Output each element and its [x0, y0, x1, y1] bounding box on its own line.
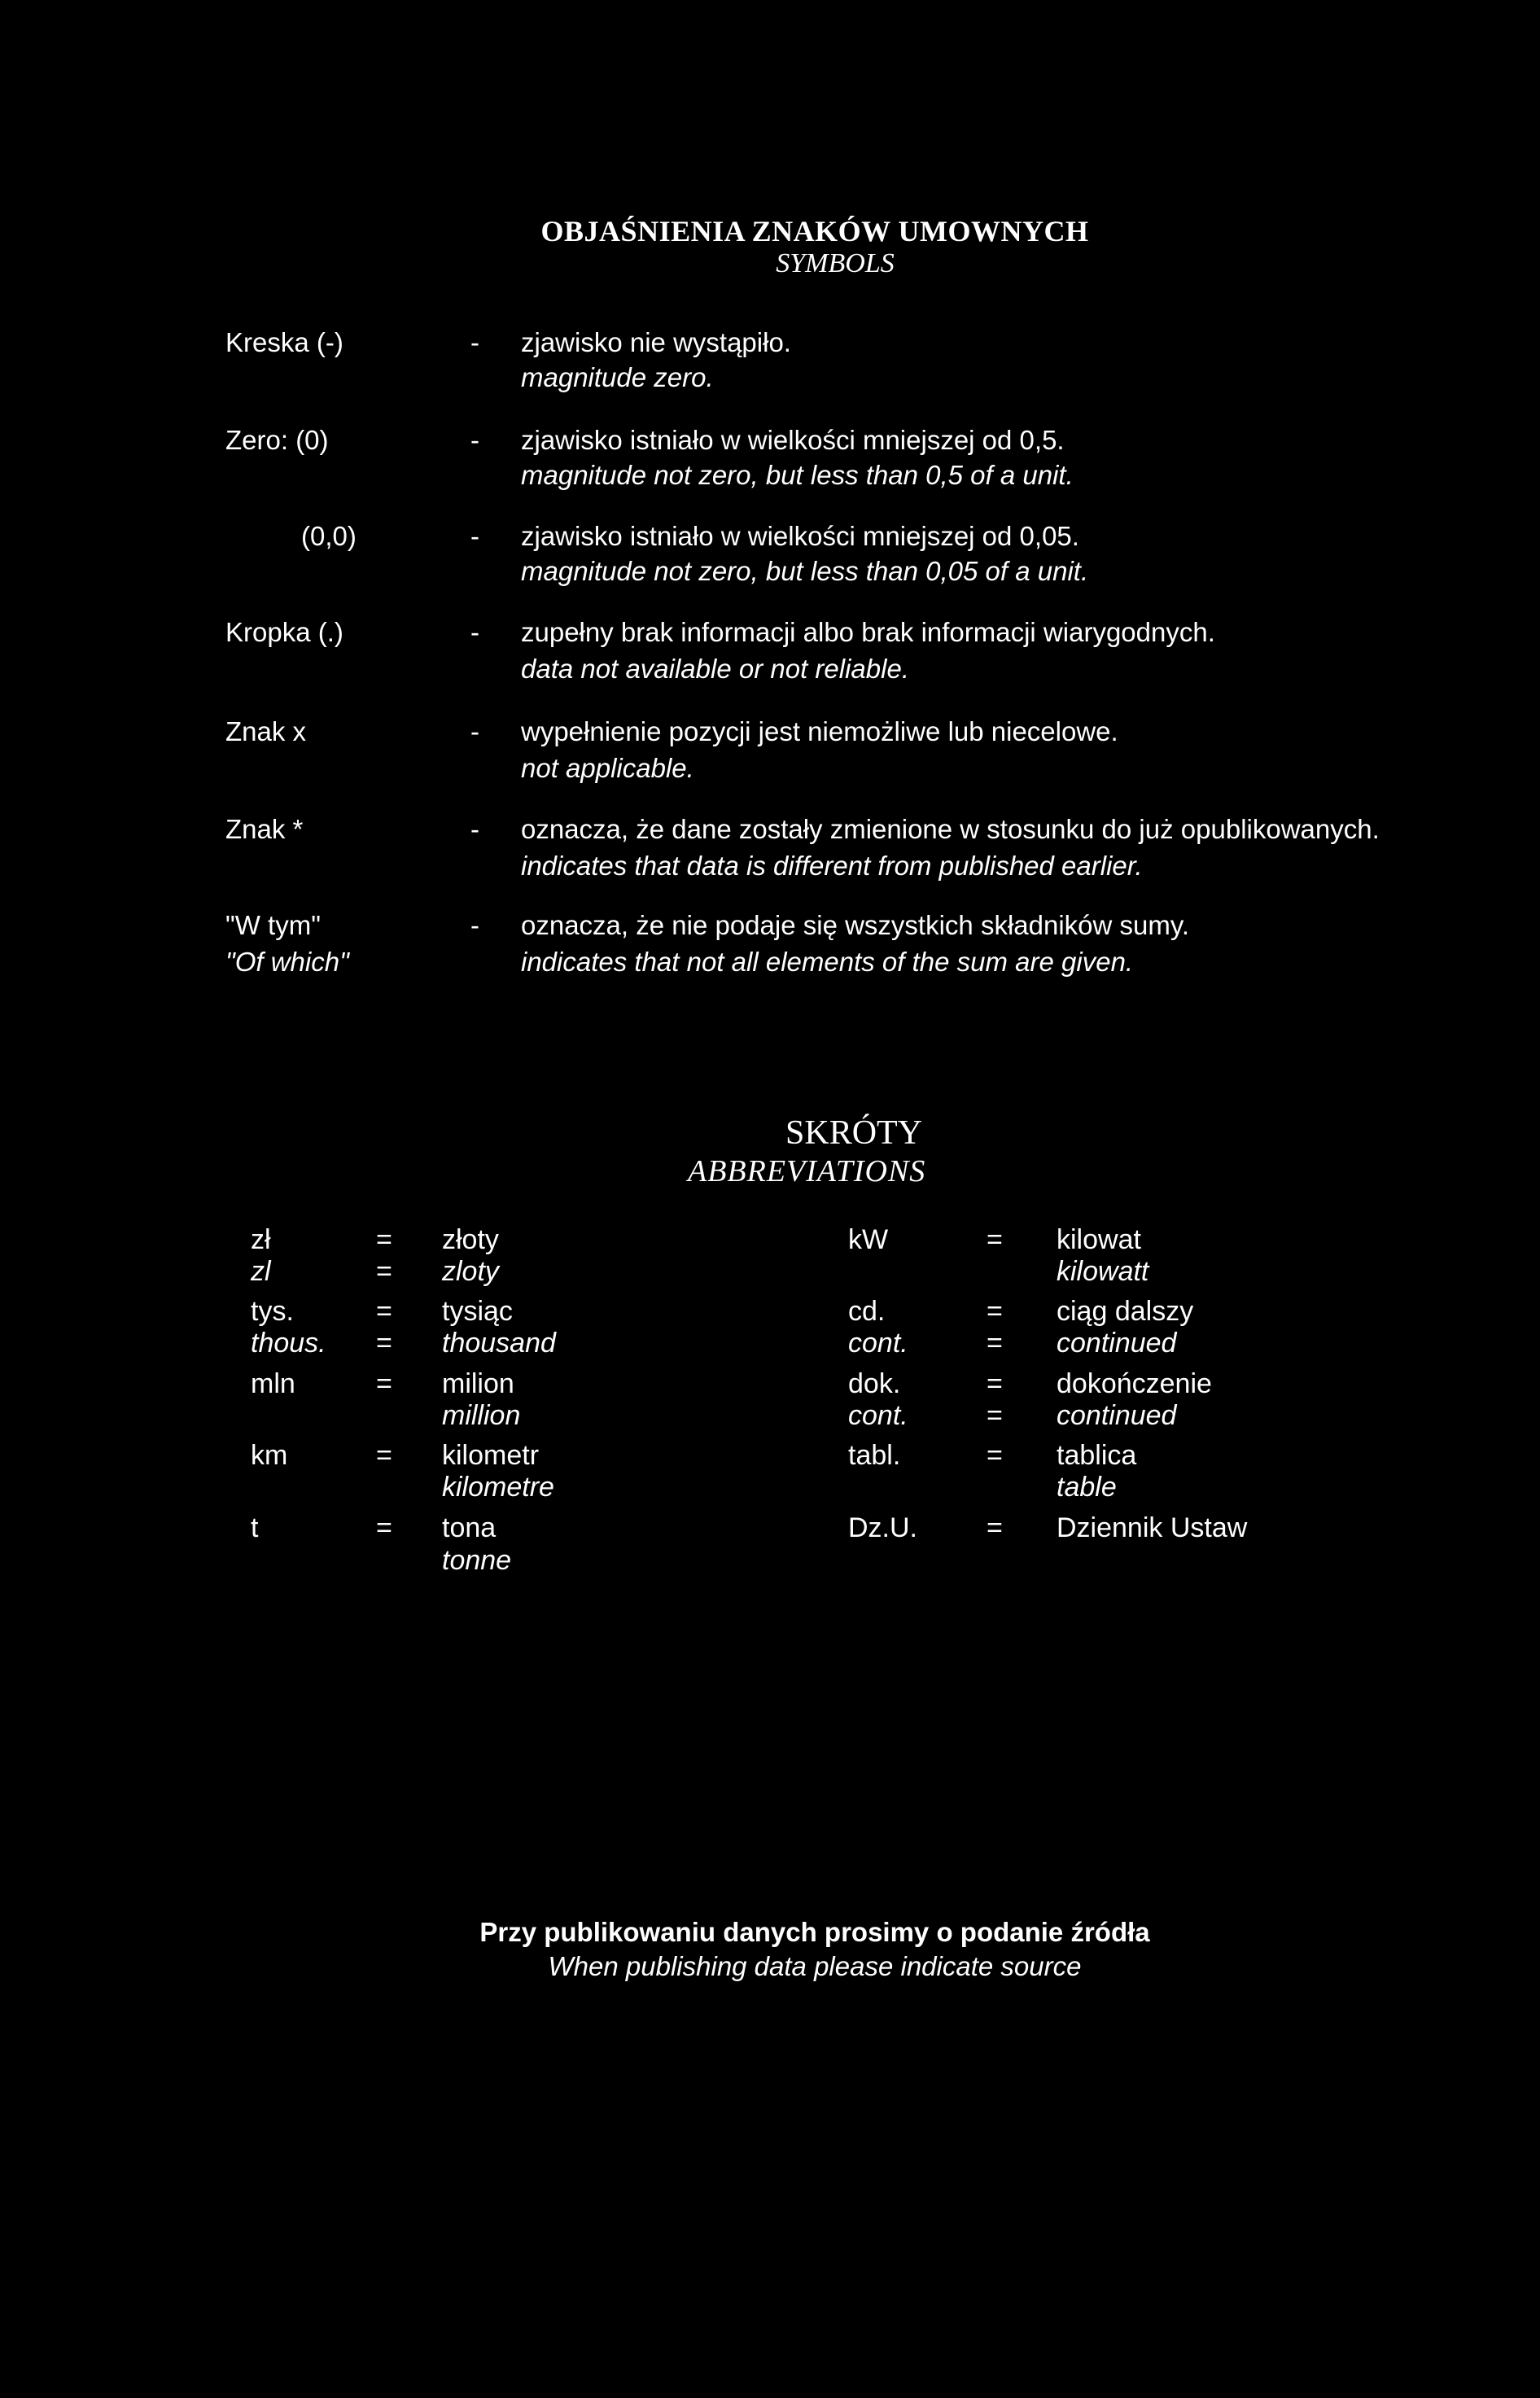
symbol-description-pl: zjawisko nie wystąpiło. — [521, 327, 791, 357]
dash: - — [470, 327, 479, 357]
symbol-description-en: magnitude not zero, but less than 0,5 of a unit. — [521, 460, 1074, 490]
abbr: dok. — [848, 1368, 901, 1399]
abbr-en: zl — [251, 1256, 271, 1287]
meaning-pl: dokończenie — [1057, 1368, 1212, 1399]
meaning-en: zloty — [442, 1256, 499, 1287]
meaning-pl: milion — [442, 1368, 514, 1399]
abbr: kW — [848, 1224, 889, 1255]
symbol-description-en: magnitude zero. — [521, 362, 714, 392]
meaning-en: kilowatt — [1057, 1256, 1149, 1287]
meaning-pl: złoty — [442, 1224, 499, 1255]
abbr-en: cont. — [848, 1400, 908, 1431]
abbr: t — [251, 1512, 259, 1543]
symbol-description-en: data not available or not reliable. — [521, 654, 909, 684]
symbol-description-pl: oznacza, że nie podaje się wszystkich składników sumy. — [521, 910, 1190, 940]
symbols-subtitle: SYMBOLS — [776, 248, 895, 278]
equals: = — [987, 1368, 1003, 1399]
symbol-description-pl: zjawisko istniało w wielkości mniejszej od 0,5. — [521, 425, 1065, 455]
abbr: cd. — [848, 1296, 886, 1327]
meaning-pl: tysiąc — [442, 1296, 513, 1327]
abbr: tabl. — [848, 1440, 901, 1471]
symbol-description-pl: zupełny brak informacji albo brak informacji wiarygodnych. — [521, 617, 1215, 647]
meaning-en: thousand — [442, 1328, 556, 1359]
dash: - — [470, 425, 479, 455]
dash: - — [470, 910, 479, 940]
abbreviations-subtitle: ABBREVIATIONS — [688, 1154, 926, 1188]
abbr: tys. — [251, 1296, 294, 1327]
equals: = — [376, 1512, 392, 1543]
equals: = — [376, 1368, 392, 1399]
symbol-label: Znak * — [225, 814, 304, 844]
symbol-label-en: "Of which" — [225, 947, 349, 977]
symbol-description-en: magnitude not zero, but less than 0,05 of a unit. — [521, 556, 1089, 586]
abbreviations-title: SKRÓTY — [785, 1114, 923, 1152]
equals-en: = — [376, 1328, 392, 1359]
equals-en: = — [376, 1256, 392, 1287]
symbol-label: "W tym" — [225, 910, 321, 940]
symbol-description-pl: wypełnienie pozycji jest niemożliwe lub niecelowe. — [521, 716, 1118, 746]
equals: = — [987, 1224, 1003, 1255]
equals: = — [987, 1440, 1003, 1471]
equals: = — [376, 1224, 392, 1255]
meaning-pl: kilometr — [442, 1440, 540, 1471]
abbr: zł — [251, 1224, 271, 1255]
equals: = — [987, 1296, 1003, 1327]
symbol-label: Kropka (.) — [225, 617, 343, 647]
abbr: Dz.U. — [848, 1512, 917, 1543]
abbr-en: cont. — [848, 1328, 908, 1359]
meaning-en: kilometre — [442, 1472, 554, 1503]
symbol-description-en: indicates that not all elements of the sum are given. — [521, 947, 1134, 977]
meaning-pl: tablica — [1057, 1440, 1137, 1471]
meaning-en: million — [442, 1400, 521, 1431]
symbol-description-pl: oznacza, że dane zostały zmienione w stosunku do już opublikowanych. — [521, 814, 1380, 844]
symbols-title: OBJAŚNIENIA ZNAKÓW UMOWNYCH — [540, 215, 1089, 247]
meaning-en: tonne — [442, 1545, 512, 1576]
symbol-label: Znak x — [225, 716, 307, 746]
equals-en: = — [987, 1400, 1003, 1431]
equals: = — [987, 1512, 1003, 1543]
meaning-pl: kilowat — [1057, 1224, 1141, 1255]
meaning-pl: tona — [442, 1512, 497, 1543]
meaning-en: continued — [1057, 1400, 1177, 1431]
meaning-en: table — [1057, 1472, 1117, 1503]
dash: - — [470, 716, 479, 746]
abbr: mln — [251, 1368, 295, 1399]
symbol-description-en: indicates that data is different from published earlier. — [521, 851, 1143, 881]
equals: = — [376, 1440, 392, 1471]
symbol-label: Kreska (-) — [225, 327, 343, 357]
symbol-label: (0,0) — [301, 521, 357, 551]
symbol-description-en: not applicable. — [521, 753, 694, 783]
footer-note-pl: Przy publikowaniu danych prosimy o podanie źródła — [479, 1917, 1150, 1947]
abbr: km — [251, 1440, 288, 1471]
symbol-description-pl: zjawisko istniało w wielkości mniejszej od 0,05. — [521, 521, 1079, 551]
dash: - — [470, 814, 479, 844]
dash: - — [470, 521, 479, 551]
equals: = — [376, 1296, 392, 1327]
meaning-pl: ciąg dalszy — [1057, 1296, 1194, 1327]
symbol-label: Zero: (0) — [225, 425, 329, 455]
meaning-pl: Dziennik Ustaw — [1057, 1512, 1248, 1543]
dash: - — [470, 617, 479, 647]
footer-note-en: When publishing data please indicate source — [548, 1951, 1082, 1981]
equals-en: = — [987, 1328, 1003, 1359]
abbr-en: thous. — [251, 1328, 326, 1359]
meaning-en: continued — [1057, 1328, 1177, 1359]
